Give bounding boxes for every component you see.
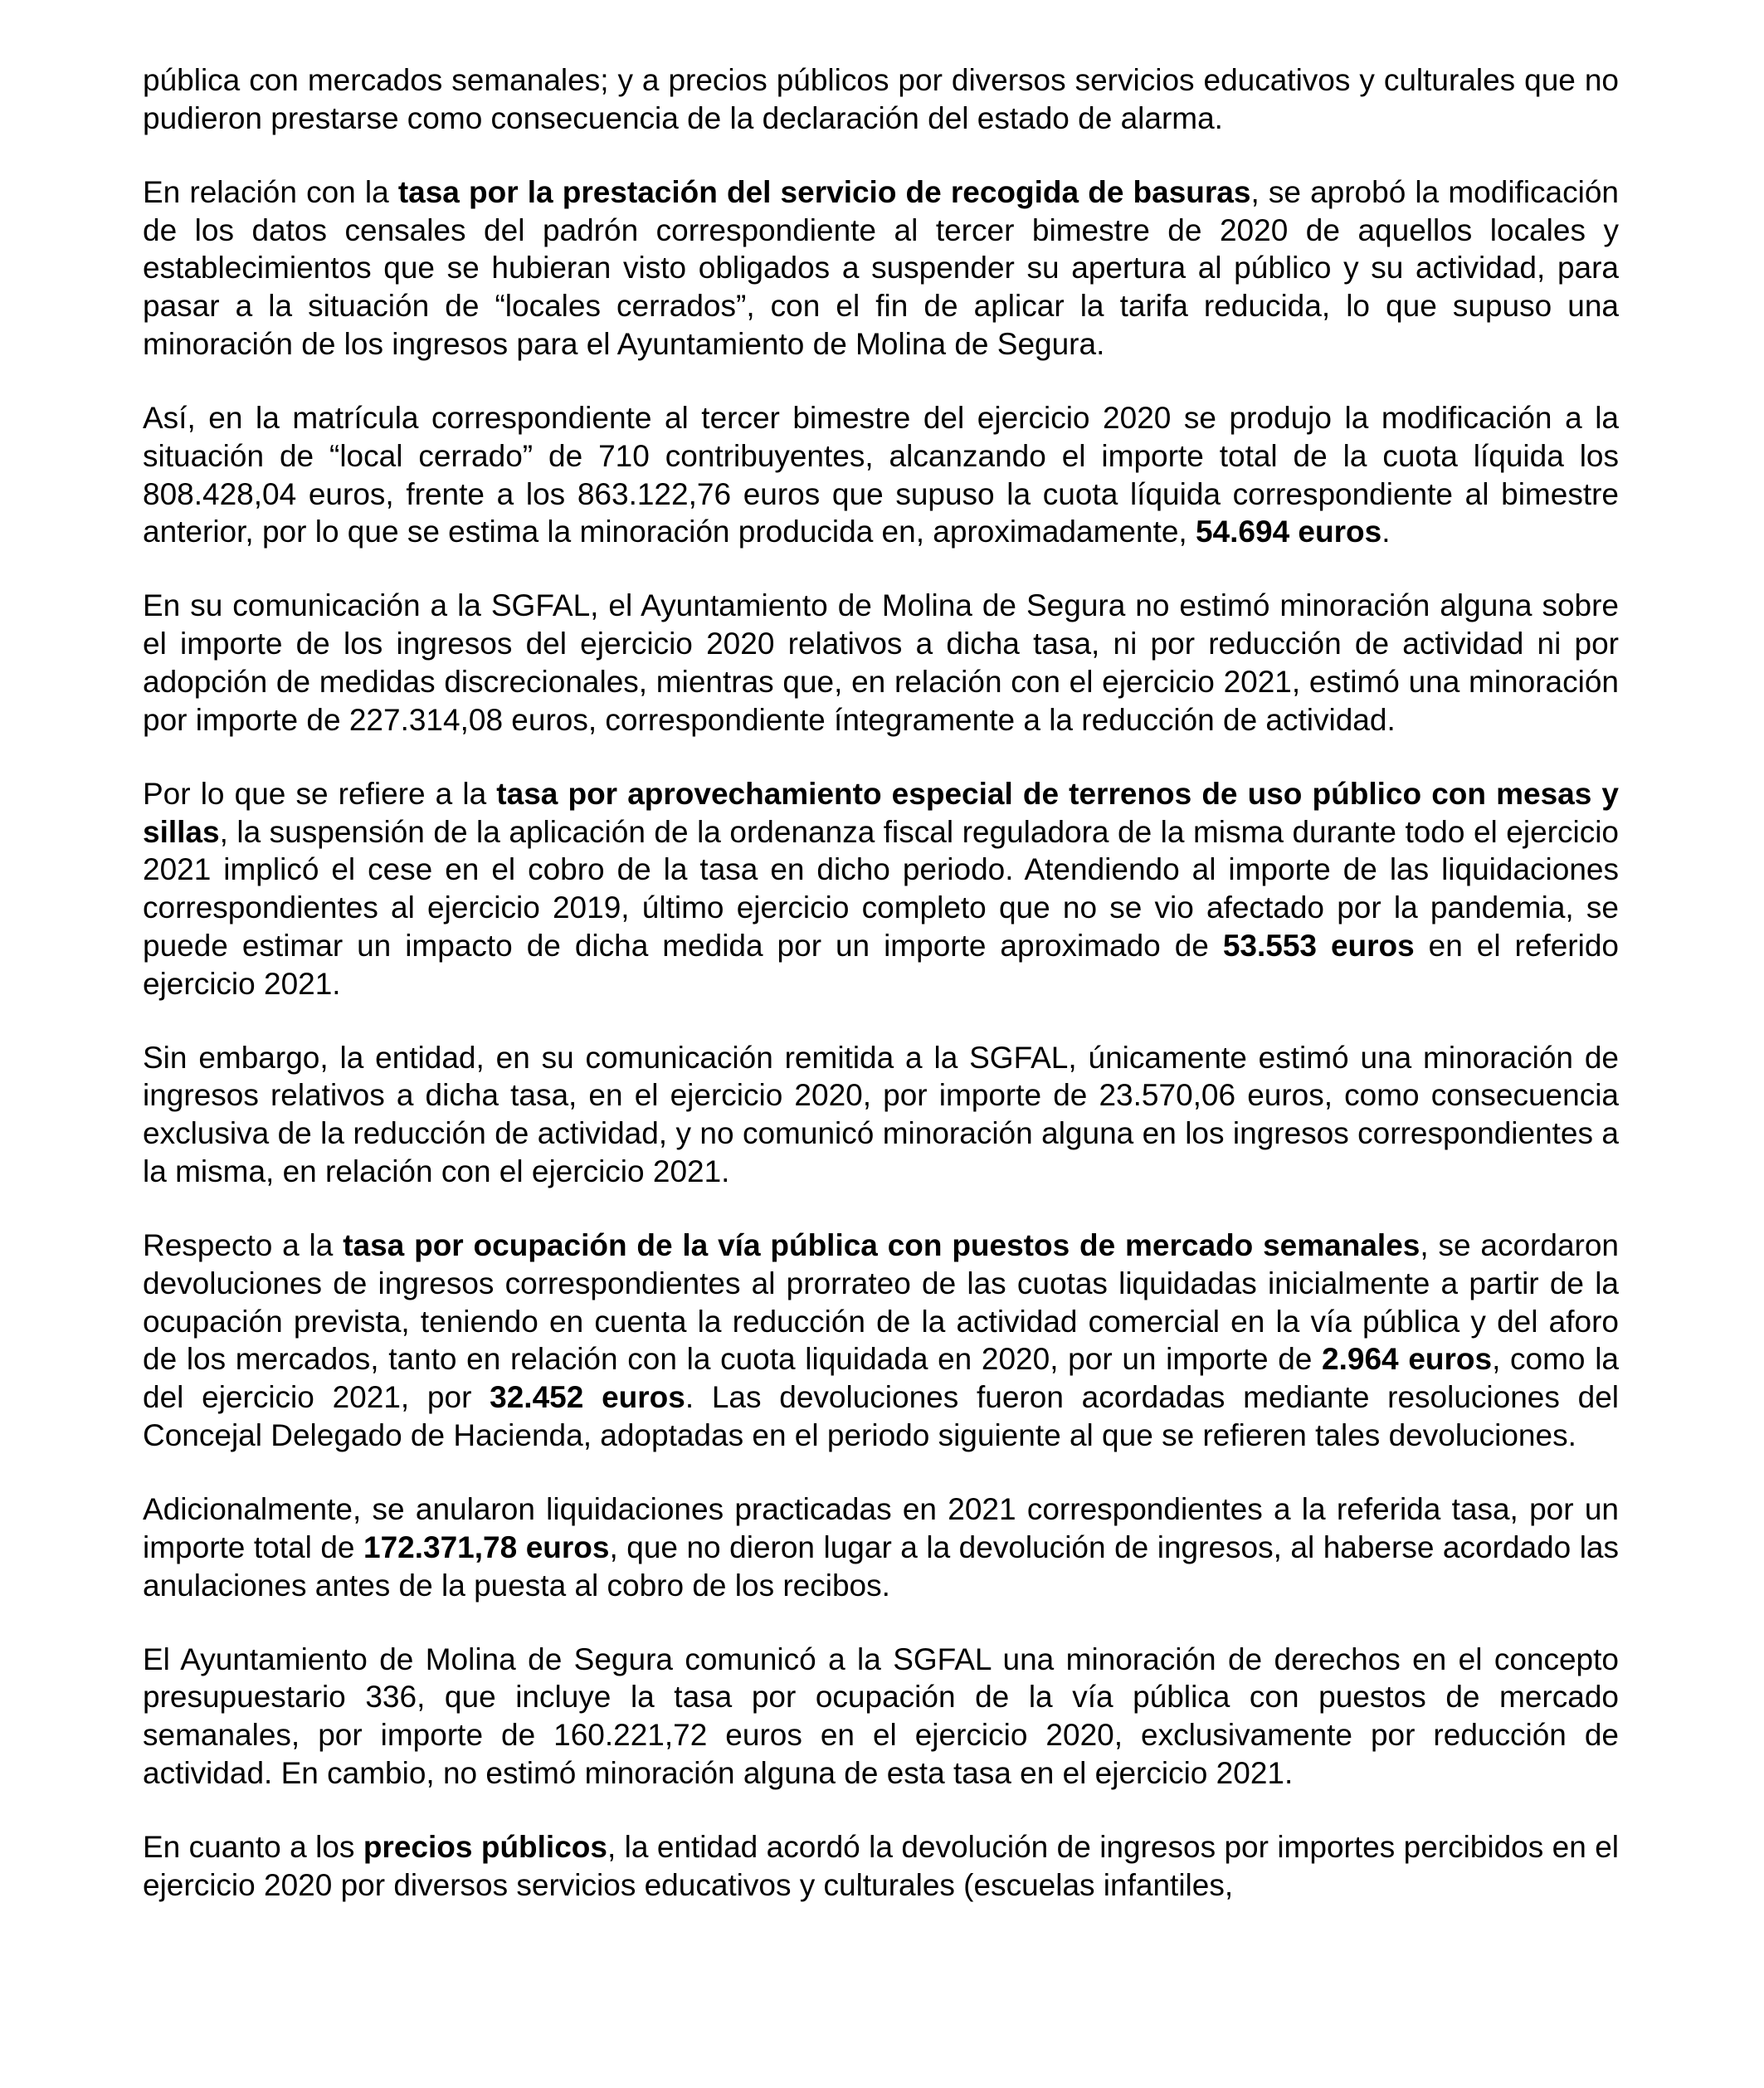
- paragraph-mesas-y-sillas: [143, 775, 1619, 1003]
- bold-amount: 53.553 euros: [1222, 928, 1415, 963]
- paragraph-matricula-tercer-bimestre: [143, 399, 1619, 551]
- paragraph-continuation-intro: [143, 61, 1619, 138]
- text-segment: Sin embargo, la entidad, en su comunicación remitida a la SGFAL, únicamente estimó una minoración de ingresos relativos a dicha tasa, en el ejercicio 2020, por importe de 23.570,06 euros, como consecuencia exclusiva de la reducción de actividad, y no comunicó minoración alguna en los ingresos correspondientes a la misma, en relación con el ejercicio 2021.: [143, 1040, 1619, 1189]
- text-segment: Respecto a la: [143, 1228, 344, 1263]
- text-segment: En relación con la: [143, 174, 398, 209]
- text-segment: En cuanto a los: [143, 1829, 363, 1864]
- bold-term: precios públicos: [363, 1829, 607, 1864]
- paragraph-mercados-semanales: [143, 1227, 1619, 1455]
- bold-amount: 172.371,78 euros: [363, 1529, 610, 1564]
- document-page: [143, 61, 1619, 1940]
- text-segment: , la entidad acordó la devolución de ingresos por importes percibidos en el ejercicio 2020 por diversos servicios educativos y culturales (escuelas infantiles,: [143, 1829, 1620, 1902]
- paragraph-precios-publicos: [143, 1828, 1619, 1905]
- paragraph-concepto-336: [143, 1641, 1619, 1793]
- text-segment: En su comunicación a la SGFAL, el Ayuntamiento de Molina de Segura no estimó minoración alguna sobre el importe de los ingresos del ejercicio 2020 relativos a dicha tasa, ni por reducción de actividad ni por adopción de medidas discrecionales, mientras que, en relación con el ejercicio 2021, estimó una minoración por importe de 227.314,08 euros, correspondiente íntegramente a la reducción de actividad.: [143, 588, 1619, 737]
- text-segment: pública con mercados semanales; y a precios públicos por diversos servicios educativos y culturales que no pudieron prestarse como consecuencia de la declaración del estado de alarma.: [143, 63, 1619, 135]
- text-segment: Adicionalmente, se anularon liquidaciones practicadas en 2021 correspondientes a la referida tasa, por un importe total de: [143, 1492, 1619, 1564]
- bold-amount: 32.452 euros: [490, 1380, 685, 1415]
- bold-term: tasa por ocupación de la vía pública con puestos de mercado semanales: [343, 1228, 1420, 1263]
- bold-term: tasa por la prestación del servicio de recogida de basuras: [397, 174, 1251, 209]
- text-segment: . Las devoluciones fueron acordadas mediante resoluciones del Concejal Delegado de Hacienda, adoptadas en el periodo siguiente al que se refieren tales devoluciones.: [143, 1380, 1619, 1453]
- paragraph-anulaciones: [143, 1490, 1619, 1604]
- text-segment: , se aprobó la modificación de los datos censales del padrón correspondiente al tercer bimestre de 2020 de aquellos locales y establecimientos que se hubieran visto obligados a suspender su apertura al público y su actividad, para pasar a la situación de “locales cerrados”, con el fin de aplicar la tarifa reducida, lo que supuso una minoración de los ingresos para el Ayuntamiento de Molina de Segura.: [143, 174, 1619, 361]
- bold-amount: 2.964 euros: [1322, 1342, 1493, 1377]
- paragraph-comunicacion-sgfal-basuras: [143, 587, 1619, 739]
- text-segment: , se acordaron devoluciones de ingresos correspondientes al prorrateo de las cuotas liquidadas inicialmente a partir de la ocupación prevista, teniendo en cuenta la reducción de la actividad comercial en la vía pública y del aforo de los mercados, tanto en relación con la cuota liquidada en 2020, por un importe de: [143, 1228, 1619, 1377]
- text-segment: , que no dieron lugar a la devolución de ingresos, al haberse acordado las anulaciones antes de la puesta al cobro de los recibos.: [143, 1529, 1620, 1603]
- text-segment: Así, en la matrícula correspondiente al tercer bimestre del ejercicio 2020 se produjo la modificación a la situación de “local cerrado” de 710 contribuyentes, alcanzando el importe total de la cuota líquida los 808.428,04 euros, frente a los 863.122,76 euros que supuso la cuota líquida correspondiente al bimestre anterior, por lo que se estima la minoración producida en, aproximadamente,: [143, 400, 1619, 549]
- paragraph-recogida-basuras: [143, 173, 1619, 363]
- text-segment: Por lo que se refiere a la: [143, 776, 497, 811]
- bold-amount: 54.694 euros: [1195, 515, 1382, 549]
- text-segment: .: [1381, 515, 1391, 549]
- paragraph-sin-embargo: [143, 1039, 1619, 1191]
- bold-term: tasa por aprovechamiento especial de terrenos de uso público con mesas y sillas: [143, 776, 1620, 849]
- text-segment: , como la del ejercicio 2021, por: [143, 1342, 1619, 1415]
- text-segment: en el referido ejercicio 2021.: [143, 928, 1619, 1001]
- text-segment: El Ayuntamiento de Molina de Segura comunicó a la SGFAL una minoración de derechos en el concepto presupuestario 336, que incluye la tasa por ocupación de la vía pública con puestos de mercado semanales, por importe de 160.221,72 euros en el ejercicio 2020, exclusivamente por reducción de actividad. En cambio, no estimó minoración alguna de esta tasa en el ejercicio 2021.: [143, 1642, 1619, 1790]
- text-segment: , la suspensión de la aplicación de la ordenanza fiscal reguladora de la misma durante todo el ejercicio 2021 implicó el cese en el cobro de la tasa en dicho periodo. Atendiendo al importe de las liquidaciones correspondientes al ejercicio 2019, último ejercicio completo que no se vio afectado por la pandemia, se puede estimar un impacto de dicha medida por un importe aproximado de: [143, 814, 1619, 963]
